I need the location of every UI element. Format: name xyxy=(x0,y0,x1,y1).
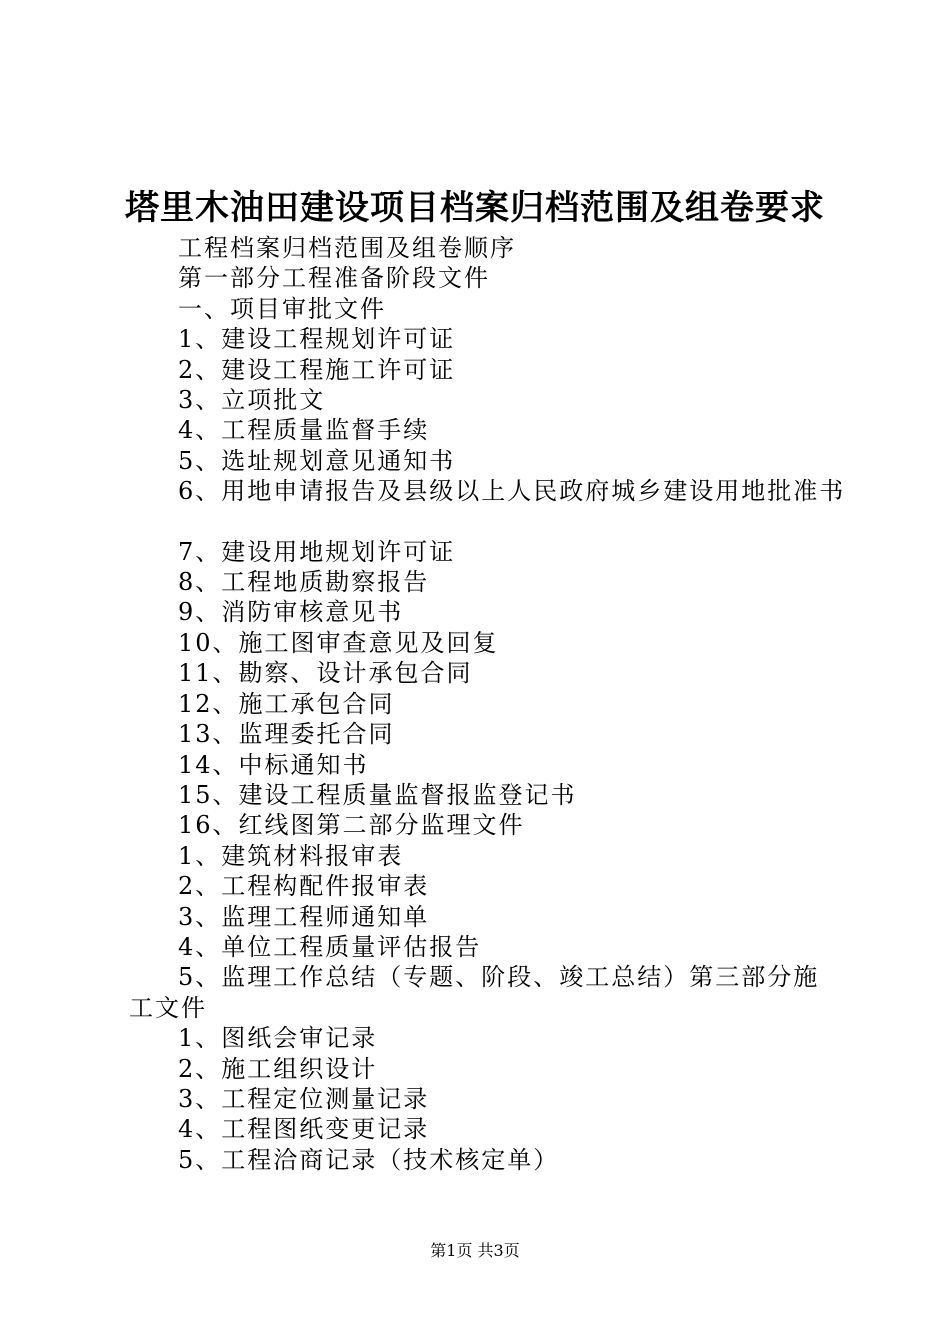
list-item: 1、建设工程规划许可证 xyxy=(178,325,456,354)
list-item: 7、建设用地规划许可证 xyxy=(178,537,456,566)
list-item: 2、施工组织设计 xyxy=(178,1054,378,1083)
list-item: 13、监理委托合同 xyxy=(178,720,395,749)
list-item: 9、消防审核意见书 xyxy=(178,598,404,627)
list-item: 1、建筑材料报审表 xyxy=(178,841,404,870)
list-item: 8、工程地质勘察报告 xyxy=(178,568,430,597)
list-item: 1、图纸会审记录 xyxy=(178,1024,378,1053)
list-item: 4、工程图纸变更记录 xyxy=(178,1115,430,1144)
list-item: 16、红线图第二部分监理文件 xyxy=(178,811,525,840)
list-item: 3、工程定位测量记录 xyxy=(178,1084,430,1113)
blank-line xyxy=(129,507,829,537)
list-item: 14、中标通知书 xyxy=(178,750,369,779)
list-item: 4、单位工程质量评估报告 xyxy=(178,932,482,961)
list-item: 4、工程质量监督手续 xyxy=(178,416,430,445)
list-item: 工程档案归档范围及组卷顺序 xyxy=(178,234,516,262)
list-item: 15、建设工程质量监督报监登记书 xyxy=(178,780,577,809)
list-item: 3、监理工程师通知单 xyxy=(178,902,430,931)
page-number: 第1页 共3页 xyxy=(430,1241,520,1260)
list-item: 第一部分工程准备阶段文件 xyxy=(178,264,490,293)
list-item: 2、工程构配件报审表 xyxy=(178,872,430,901)
document-body xyxy=(129,233,846,1175)
list-item: 2、建设工程施工许可证 xyxy=(178,355,456,384)
list-item: 5、工程洽商记录（技术核定单） xyxy=(178,1145,560,1174)
list-item: 一、项目审批文件 xyxy=(178,294,386,323)
list-item: 6、用地申请报告及县级以上人民政府城乡建设用地批准书 xyxy=(178,477,846,506)
list-item: 10、施工图审查意见及回复 xyxy=(178,628,499,657)
list-item: 3、立项批文 xyxy=(178,386,326,415)
list-item: 12、施工承包合同 xyxy=(178,689,395,718)
list-item: 5、监理工作总结（专题、阶段、竣工总结）第三部分施工文件 xyxy=(129,963,820,1022)
list-item: 11、勘察、设计承包合同 xyxy=(178,659,473,688)
document-title: 塔里木油田建设项目档案归档范围及组卷要求 xyxy=(125,188,825,228)
list-item: 5、选址规划意见通知书 xyxy=(178,446,456,475)
